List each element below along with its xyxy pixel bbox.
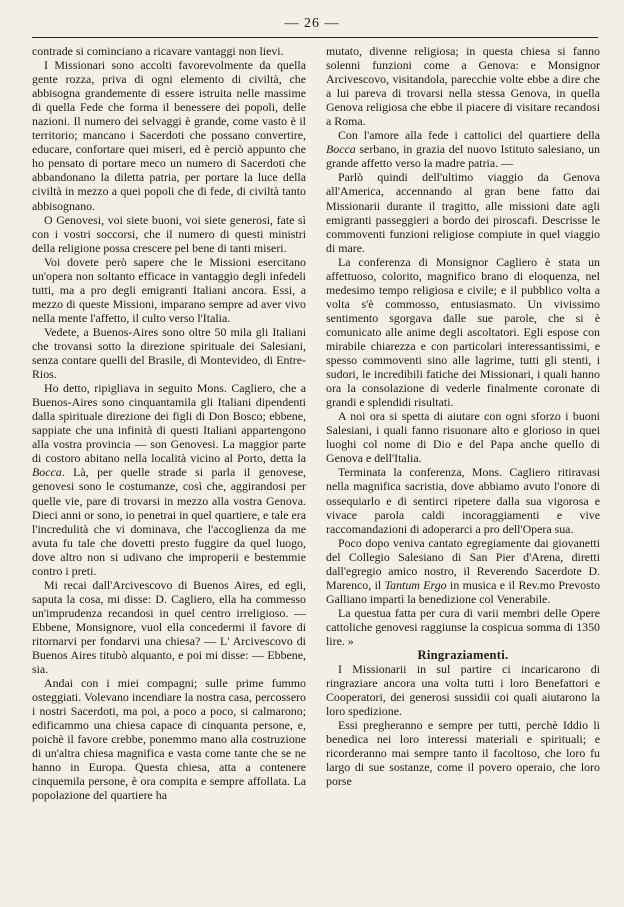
page-number: — 26 —	[284, 16, 340, 31]
paragraph: Mi recai dall'Arcivescovo di Buenos Aires, ed egli, saputa la cosa, mi disse: D. Cagliero, ella ha commesso un'imprudenza recandosi in quel centro irreligioso. — Ebbene, Monsignore, vuol ella concedermi il favore di ritornarvi per fondarvi una chiesa? — L' Arcivescovo di Buenos Aires titubò alquanto, e poi mi disse: — Ebbene, sia.	[32, 577, 306, 677]
left-column	[32, 44, 306, 803]
paragraph: O Genovesi, voi siete buoni, voi siete generosi, fate sì con i vostri soccorsi, che il numero di questi ministri della religione possa crescere pel bene di tanti miseri.	[32, 212, 306, 255]
header-rule	[32, 37, 598, 38]
section-heading: Ringraziamenti.	[417, 648, 509, 663]
paragraph: Terminata la conferenza, Mons. Cagliero ritiravasi nella magnifica sacristia, dove abbiamo avuto l'onore di ossequiarlo e di sentirci ripetere dalla sua vigorosa e vivace parola caldi incoraggiamenti e vive raccomandazioni di adoperarci a pro dell'Opera sua.	[326, 465, 600, 536]
paragraph: Essi pregheranno e sempre per tutti, perchè Iddio li benedica nei loro interessi materiali e spirituali; e ricorderanno mai sempre tanto il facoltoso, che loro fu largo di sue sostanze, come il povero operaio, che loro porse	[326, 718, 600, 789]
italic-term: Bocca	[326, 142, 356, 157]
right-column	[326, 44, 600, 788]
continued-paragraph: contrade si cominciano a ricavare vantaggi non lievi.	[32, 44, 284, 58]
paragraph: La conferenza di Monsignor Cagliero è stata un affettuoso, colorito, magnifico brano di eloquenza, nel medesimo tempo religiosa e civile; e il pubblico volta a volta s'è commosso, entusiasmato. Un vivissimo sentimento sgorgava dalle sue parole, che si è comunicato alle anime degli ascoltatori. Egli espose con mirabile chiarezza e con particolari interessantissimi, e spesso commoventi sino alle lagrime, tutti gli stenti, i sudori, le incredibili fatiche dei Missionari, i quali hanno ora la consolazione di vederle finalmente coronate di grandi e splendidi risultati.	[326, 254, 600, 410]
paragraph: Poco dopo veniva cantato egregiamente dai giovanetti del Collegio Salesiano di San Pier d'Arena, diretti dall'egregio amico nostro, il Reverendo Sacerdote D. Marenco, il Tantum Ergo in musica e il Rev.mo Prevosto Galliano impartì la benedizione col Venerabile.	[326, 535, 601, 606]
paragraph: La questua fatta per cura di varii membri delle Opere cattoliche genovesi raggiunse la cospicua somma di 1350 lire. »	[326, 605, 600, 648]
paragraph: Con l'amore alla fede i cattolici del quartiere della Bocca serbano, in grazia del nuovo Istituto salesiano, un grande affetto verso la madre patria. —	[326, 128, 600, 171]
paragraph: Vedete, a Buenos-Aires sono oltre 50 mila gli Italiani che trovansi sotto la direzione spirituale dei Salesiani, senza contare quelli del Brasile, di Montevideo, di Entre-Rios.	[32, 324, 306, 382]
italic-term: Bocca	[32, 465, 62, 480]
italic-term: Tantum Ergo	[384, 577, 447, 592]
right-column-article	[326, 44, 600, 648]
paragraph: Andai con i miei compagni; sulle prime fummo osteggiati. Volevano incendiare la nostra casa, percossero i nostri Sacerdoti, ma poi, a poco a poco, si calmarono; edificammo una chiesa capace di cinquanta persone, e, poichè il favore crebbe, ponemmo mano alla costruzione di un'altra chiesa magnifica e vasta come tante che se ne hanno in Europa. Questa chiesa, atta a contenere cinquemila persone, è ora compita e sempre affollata. La popolazione del quartiere ha	[32, 676, 306, 803]
continued-paragraph: mutato, divenne religiosa; in questa chiesa si fanno solenni funzioni come a Genova: e Monsignor Arcivescovo, visitandola, parecchie volte ebbe a dire che a lui pareva di trovarsi nella stessa Genova, in quella Genova religiosa che ebbe il piacere di visitare recandosi a Roma.	[326, 44, 600, 129]
paragraph: Ho detto, ripigliava in seguito Mons. Cagliero, che a Buenos-Aires sono cinquantamila gli Italiani dipendenti dalla spirituale direzione dei figli di Don Bosco; ebbene, sappiate che una infinità di questi Italiani appartengono alla vostra provincia — son Genovesi. La maggior parte di costoro abitano nella località vicino al Porto, detta la Bocca. Là, per quelle strade si parla il genovese, genovesi sono le costumanze, così che, aggirandosi per quelle vie, pare di trovarsi in mezzo alla vostra Genova. Dieci anni or sono, io penetrai in quel quartiere, e tale era l'incredulità che vi dominava, che l'accoglienza da me avuta fu tale che dovetti presto fuggire da quel luogo, dove altro non si udivano che improperii e bestemmie contro i preti.	[32, 381, 306, 578]
paragraph: Voi dovete però sapere che le Missioni esercitano un'opera non soltanto efficace in vantaggio degli infedeli tutti, ma a pro degli emigranti Italiani ancora. Essi, a mezzo di queste Missioni, imparano sempre ad aver vivo nella mente l'affetto, il culto verso l'Italia.	[32, 254, 306, 325]
paragraph: I Missionarii in sul partire ci incaricarono di ringraziare ancora una volta tutti i loro Benefattori e Cooperatori, dei generosi sussidii coi quali aiutarono la loro spedizione.	[326, 662, 600, 719]
paragraph: A noi ora si spetta di aiutare con ogni sforzo i buoni Salesiani, i quali fanno risuonare alto e glorioso in quei luoghi col nome di Dio e del Papa anche quello di Genova e dell'Italia.	[326, 409, 600, 466]
paragraph: I Missionari sono accolti favorevolmente da quella gente rozza, priva di ogni elemento di civiltà, che abbisogna grandemente di essere istruita nelle massime di quella Fede che forma il benessere dei popoli, delle nazioni. Il numero dei selvaggi è grande, come vasto è il territorio; mancano i Sacerdoti che possano convertire, educare, confortare quei miseri, ed è perciò appunto che ho pensato di portare meco un numero di Sacerdoti che abbandonano la diletta patria, per portare la luce della civiltà in mezzo a quei popoli che di fede, di civiltà tanto abbisognano.	[32, 58, 306, 213]
right-column-ringraziamenti	[326, 662, 600, 788]
paragraph: Parlò quindi dell'ultimo viaggio da Genova all'America, accennando al gran bene fatto dai Missionarii durante il tragitto, alle missioni date agli emigranti passeggieri a bordo dei piroscafi. Descrisse le commoventi funzioni religiose compiute in quel viaggio di mare.	[326, 170, 600, 255]
